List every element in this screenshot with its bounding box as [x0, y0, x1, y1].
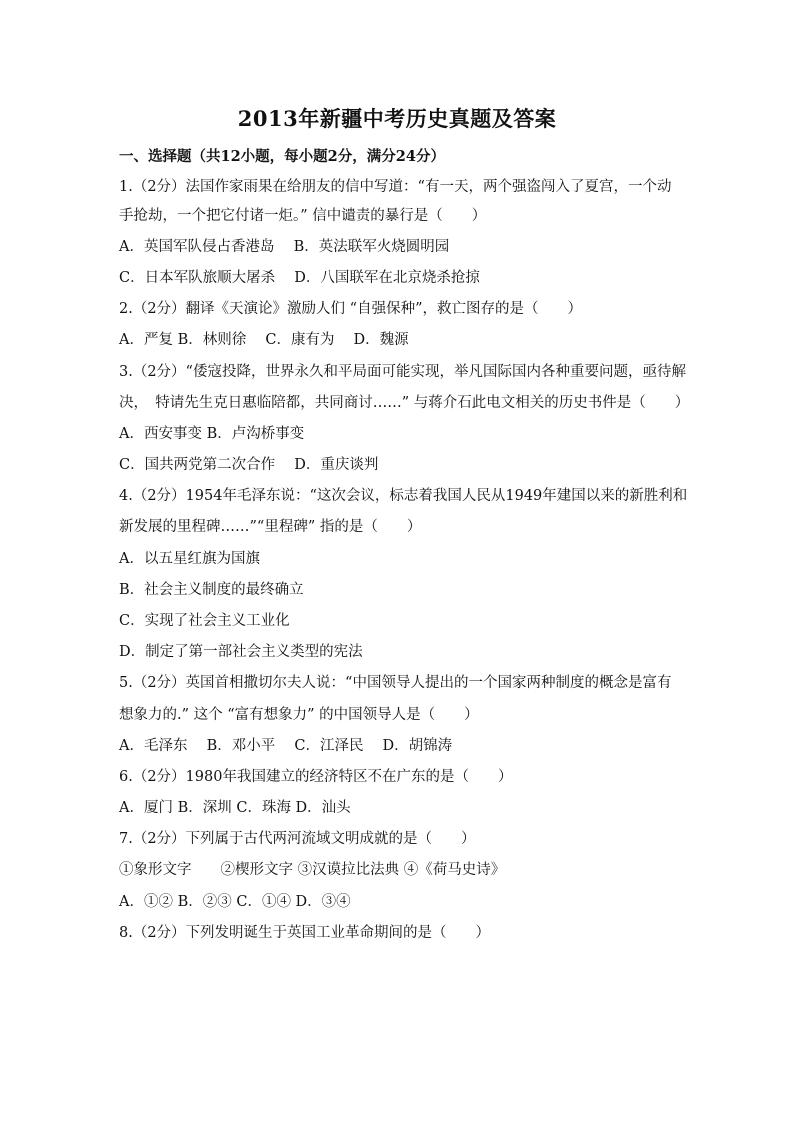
question-2-options: A．严复 B．林则徐 C．康有为 D．魏源	[119, 332, 409, 348]
question-7-items: ①象形文字 ②楔形文字 ③汉谟拉比法典 ④《荷马史诗》	[119, 862, 506, 878]
question-6-stem: 6.（2分）1980年我国建立的经济特区不在广东的是（ ）	[119, 769, 513, 785]
question-4-option-a: A．以五星红旗为国旗	[119, 551, 260, 567]
question-3-line-1: 3.（2分）“倭寇投降，世界永久和平局面可能实现，举凡国际国内各种重要问题，亟待解	[119, 364, 686, 380]
question-4-option-c: C．实现了社会主义工业化	[119, 613, 290, 629]
question-3-options-cd: C．国共两党第二次合作 D．重庆谈判	[119, 457, 379, 473]
question-4-option-b: B．社会主义制度的最终确立	[119, 582, 304, 598]
question-3-line-2: 决， 特请先生克日惠临陪都，共同商讨……” 与蒋介石此电文相关的历史书件是（ ）	[119, 395, 690, 411]
question-5-line-2: 想象力的.” 这个 “富有想象力” 的中国领导人是（ ）	[119, 707, 479, 723]
question-6-options: A．厦门 B．深圳 C．珠海 D．汕头	[119, 800, 351, 816]
page-title: 2013年新疆中考历史真题及答案	[237, 106, 557, 131]
question-1-options-ab: A．英国军队侵占香港岛 B．英法联军火烧圆明园	[119, 239, 450, 255]
question-5-line-1: 5.（2分）英国首相撒切尔夫人说：“中国领导人提出的一个国家两种制度的概念是富有	[119, 675, 672, 691]
question-2-stem: 2.（2分）翻译《天演论》激励人们 “自强保种”，救亡图存的是（ ）	[119, 301, 582, 317]
section-heading: 一、选择题（共12小题，每小题2分，满分24分）	[119, 148, 445, 165]
question-3-options-ab: A．西安事变 B．卢沟桥事变	[119, 426, 305, 442]
question-4-option-d: D．制定了第一部社会主义类型的宪法	[119, 644, 363, 660]
question-1-line-1: 1.（2分）法国作家雨果在给朋友的信中写道：“有一天，两个强盗闯入了夏宫，一个动	[119, 179, 672, 195]
question-1-options-cd: C．日本军队旅顺大屠杀 D．八国联军在北京烧杀抢掠	[119, 270, 480, 286]
question-4-line-2: 新发展的里程碑……”“里程碑” 指的是（ ）	[119, 519, 422, 535]
question-1-line-2: 手抢劫，一个把它付诸一炬。” 信中谴责的暴行是（ ）	[119, 208, 487, 224]
question-7-stem: 7.（2分）下列属于古代两河流域文明成就的是（ ）	[119, 831, 476, 847]
question-4-line-1: 4.（2分）1954年毛泽东说：“这次会议，标志着我国人民从1949年建国以来的新胜利和	[119, 488, 688, 504]
question-5-options: A．毛泽东 B．邓小平 C．江泽民 D．胡锦涛	[119, 738, 453, 754]
question-7-options: A．①② B．②③ C．①④ D．③④	[119, 894, 351, 910]
question-8-stem: 8.（2分）下列发明诞生于英国工业革命期间的是（ ）	[119, 925, 491, 941]
